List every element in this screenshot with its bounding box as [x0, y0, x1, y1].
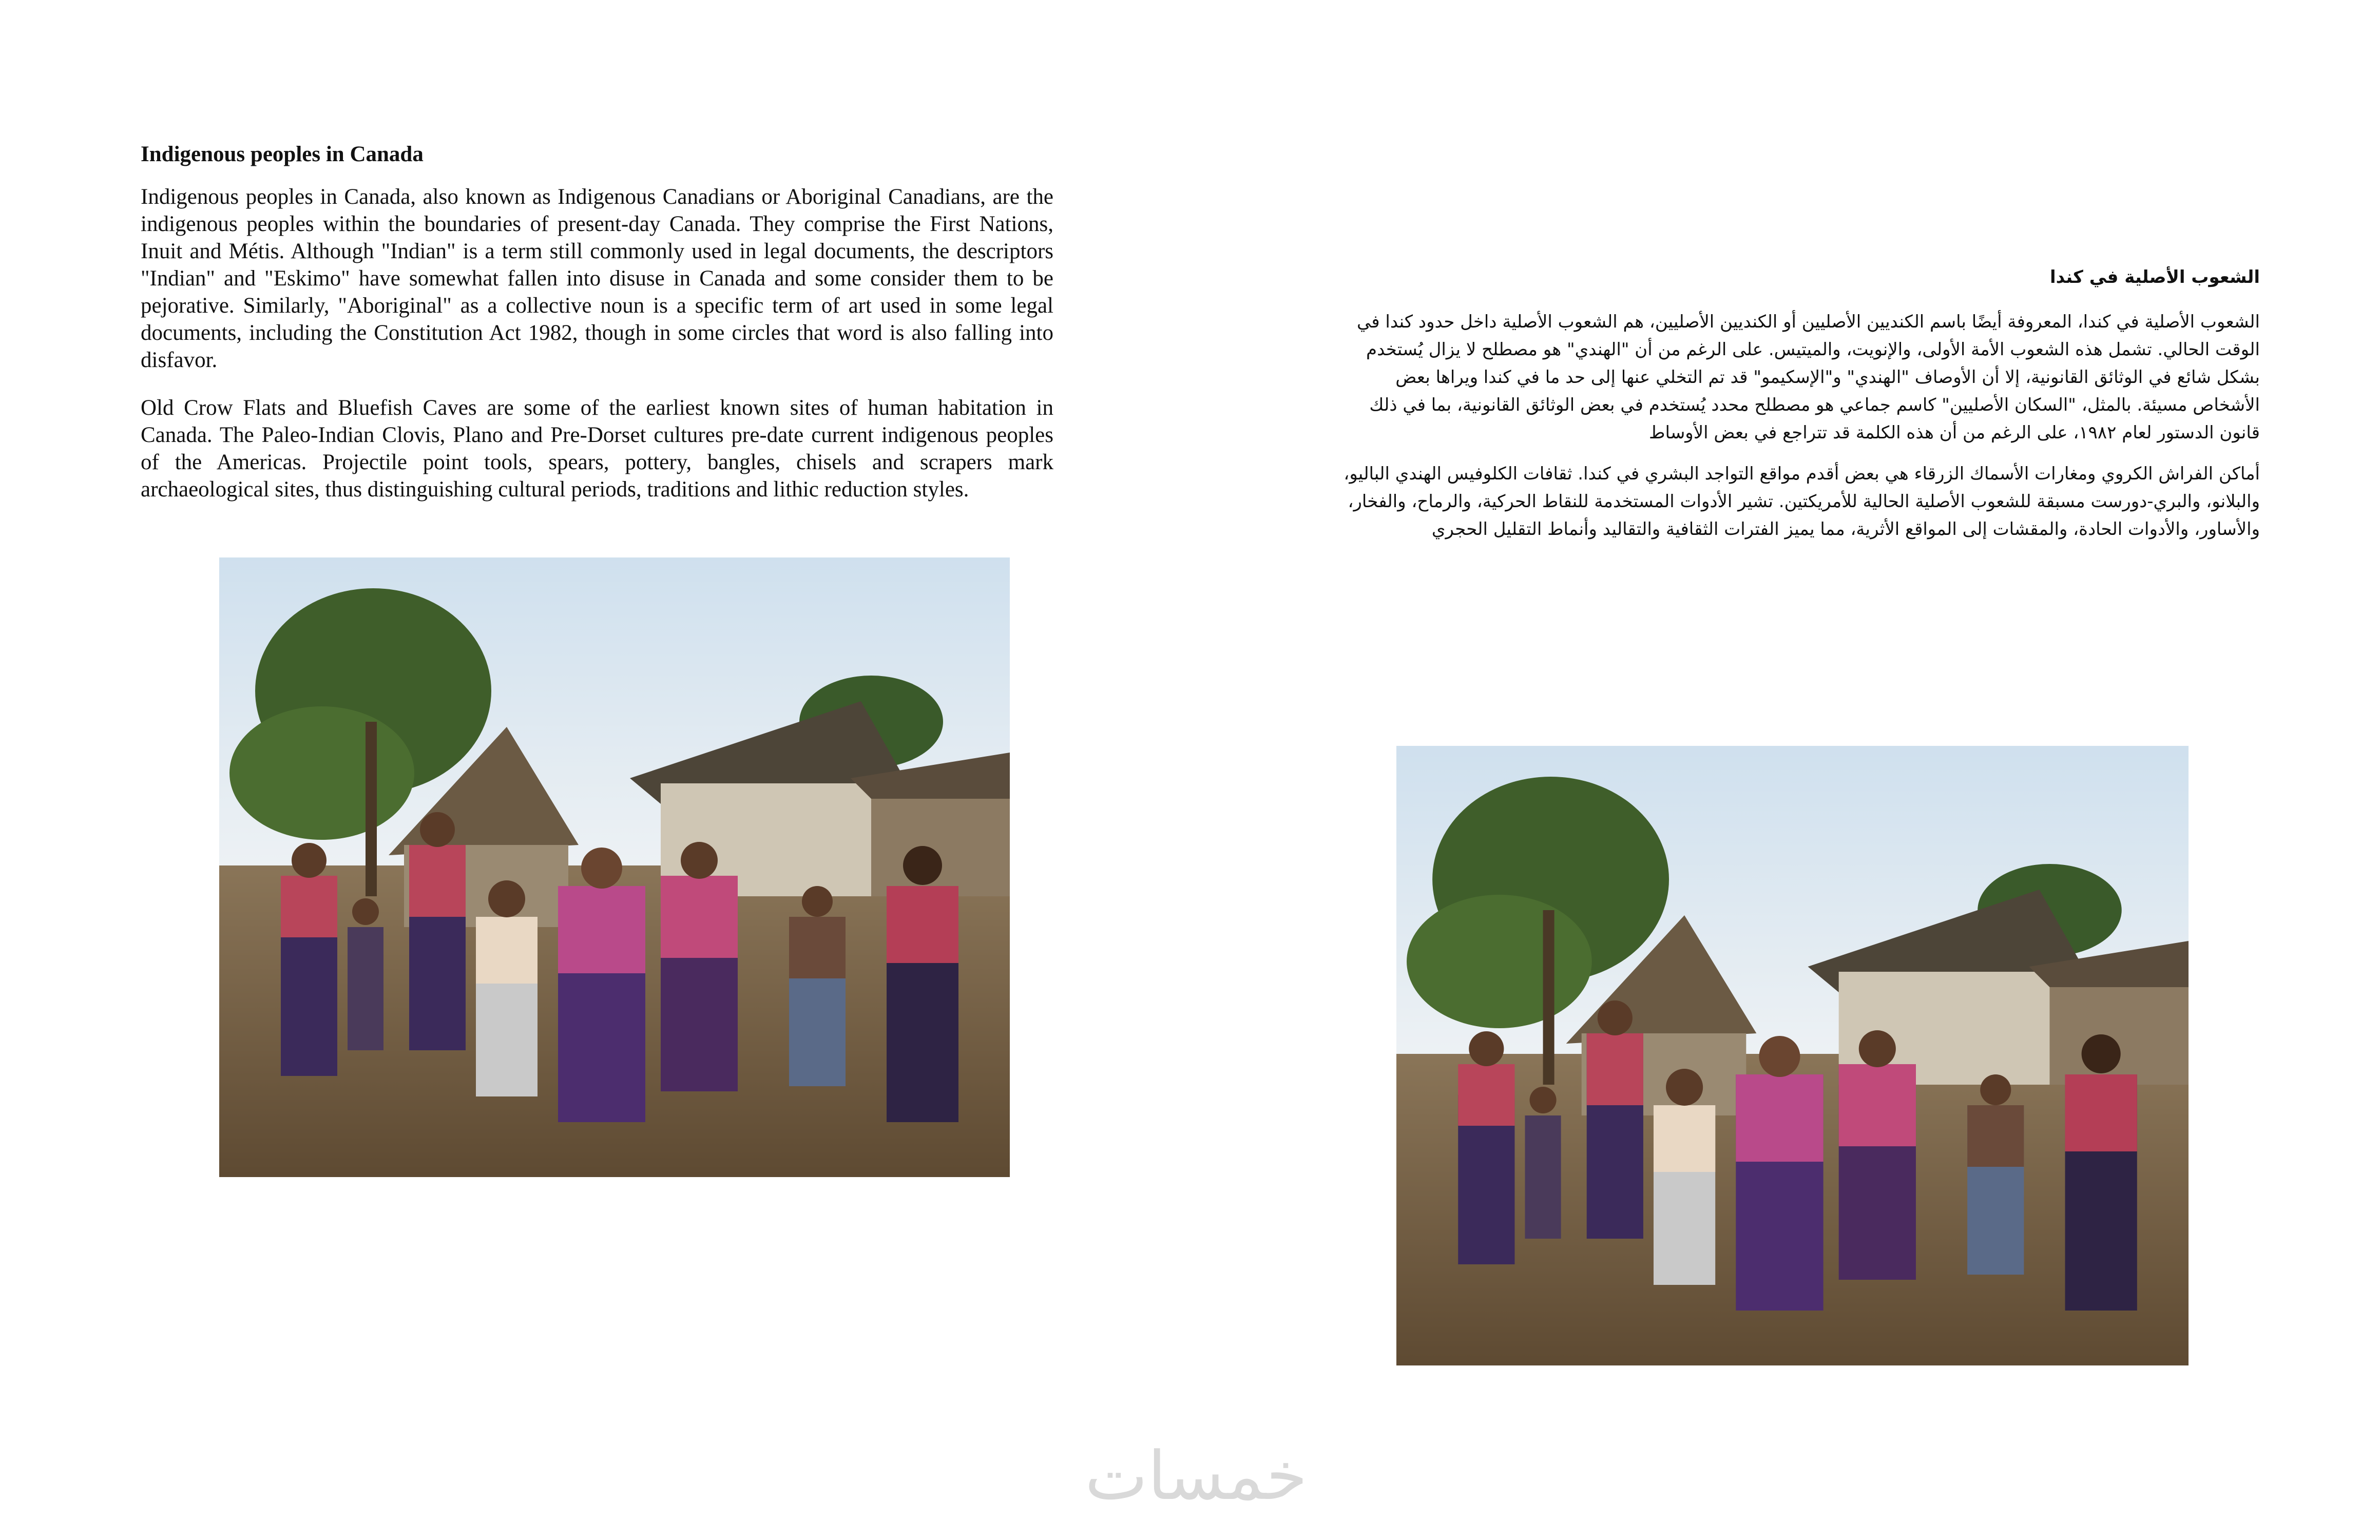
- family-photo-illustration: [219, 557, 1010, 1177]
- arabic-paragraph-2: أماكن الفراش الكروي ومغارات الأسماك الزرقاء هي بعض أقدم مواقع التواجد البشري في كندا. ثقافات الكلوفيس الهندي الباليو، والبلانو، والبري-دورست مسبقة للشعوب الأصلية الحالية للأمريكتين. تشير الأدوات المستخدمة للنقاط الحركية، والرماح، والفخار، والأساور، والأدوات الحادة، والمقشات إلى المواقع الأثرية، مما يميز الفترات الثقافية والتقاليد وأنماط التقليل الحجري: [1343, 464, 2260, 540]
- arabic-title: الشعوب الأصلية في كندا: [2049, 267, 2260, 287]
- photo-left: [219, 557, 1010, 1177]
- arabic-article: [1335, 266, 2260, 556]
- photo-right: [1396, 746, 2189, 1365]
- english-paragraph-2: Old Crow Flats and Bluefish Caves are some of the earliest known sites of human habitation in Canada. The Paleo-Indian Clovis, Plano and Pre-Dorset cultures pre-date current indigenous peoples of the Americas. Projectile point tools, spears, pottery, bangles, chisels and scrapers mark archaeological sites, thus distinguishing cultural periods, traditions and lithic reduction styles.: [141, 395, 1053, 502]
- english-title: Indigenous peoples in Canada: [141, 142, 424, 166]
- watermark-logo: خمسات: [1085, 1437, 1308, 1515]
- arabic-paragraph-1: الشعوب الأصلية في كندا، المعروفة أيضًا باسم الكنديين الأصليين أو الكنديين الأصليين، هم الشعوب الأصلية داخل حدود كندا في الوقت الحالي. تشمل هذه الشعوب الأمة الأولى، والإنويت، والميتيس. على الرغم من أن "الهندي" هو مصطلح لا يزال يُستخدم بشكل شائع في الوثائق القانونية، إلا أن الأوصاف "الهندي" و"الإسكيمو" قد تم التخلي عنها إلى حد ما في كندا ويراها بعض الأشخاص مسيئة. بالمثل، "السكان الأصليين" كاسم جماعي هو مصطلح محدد يُستخدم في بعض الوثائق القانونية، بما في ذلك قانون الدستور لعام ١٩٨٢، على الرغم من أن هذه الكلمة قد تتراجع في بعض الأوساط: [1356, 312, 2260, 444]
- english-paragraph-1: Indigenous peoples in Canada, also known as Indigenous Canadians or Aboriginal Canadians, are the indigenous peoples within the boundaries of present-day Canada. They comprise the First Nations, Inuit and Métis. Although "Indian" is a term still commonly used in legal documents, the descriptors "Indian" and "Eskimo" have somewhat fallen into disuse in Canada and some consider them to be pejorative. Similarly, "Aboriginal" as a collective noun is a specific term of art used in some legal documents, including the Constitution Act 1982, though in some circles that word is also falling into disfavor.: [141, 184, 1053, 372]
- english-article: [141, 141, 1053, 524]
- family-photo-illustration: [1396, 746, 2189, 1365]
